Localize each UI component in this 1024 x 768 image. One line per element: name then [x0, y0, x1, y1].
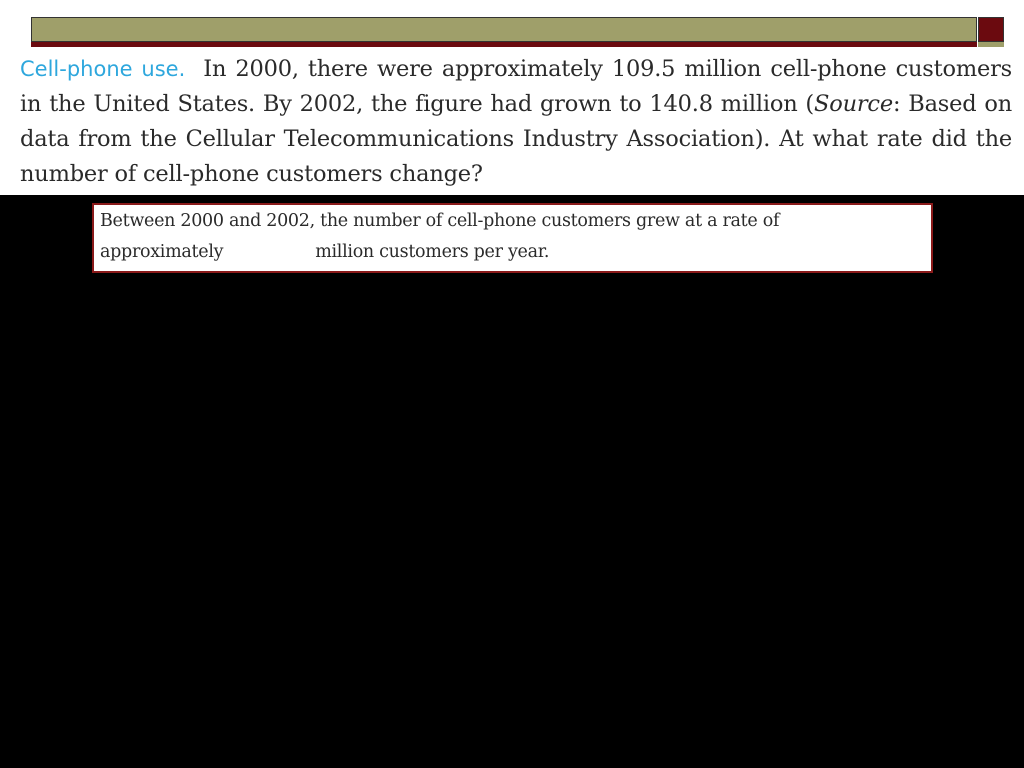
answer-box: [92, 203, 933, 273]
answer-suffix: million customers per year.: [315, 242, 550, 262]
problem-text-before-source: In 2000, there were approximately 109.5 million cell-phone customers in the United States. By 2002, the figure had grown to 140.8 million (: [20, 56, 1012, 117]
answer-line-1: Between 2000 and 2002, the number of cell-phone customers grew at a rate of: [100, 211, 780, 231]
problem-text-after-source: : Based on data from the Cellular Telecommunications Industry Association). At what rate did the number of cell-phone customers change?: [20, 91, 1013, 187]
header-underline: [31, 42, 977, 47]
problem-panel: [0, 0, 1024, 195]
problem-label: Cell-phone use.: [20, 57, 186, 81]
header-underline-accent: [978, 42, 1004, 47]
answer-prefix: approximately: [100, 242, 224, 262]
source-word: Source: [814, 91, 893, 117]
problem-text: [20, 52, 1012, 192]
header-accent-block: [978, 17, 1004, 42]
header-bar: [31, 17, 977, 42]
